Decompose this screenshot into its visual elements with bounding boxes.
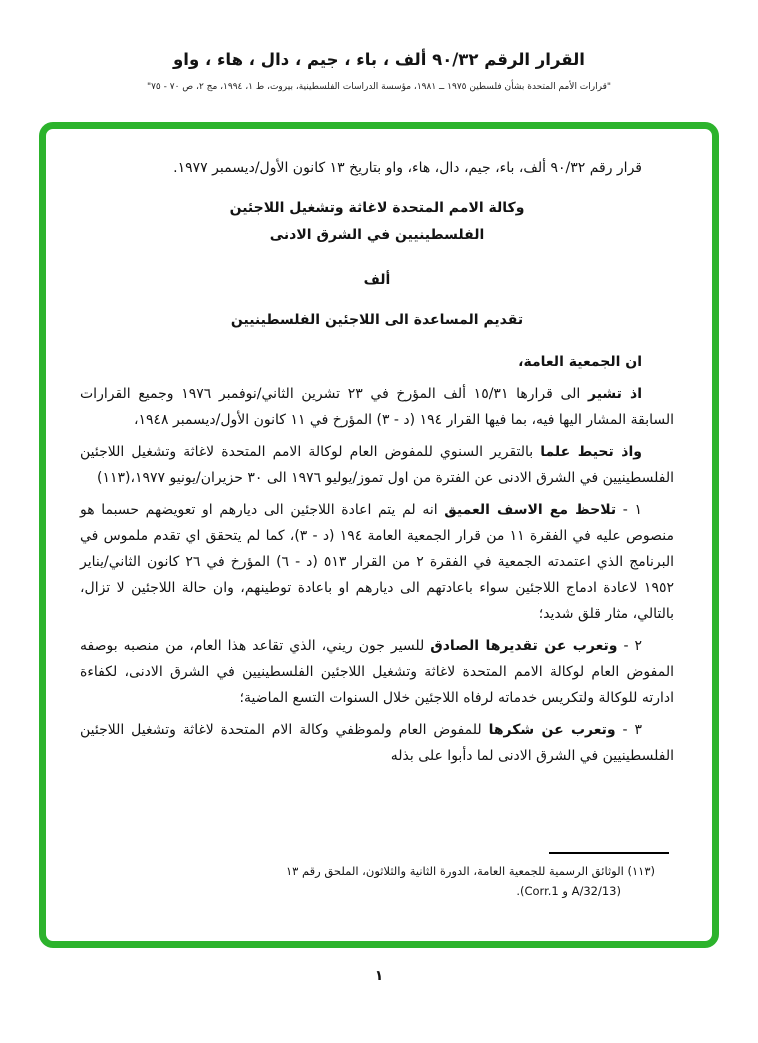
footnote-separator (549, 852, 669, 854)
resolution-intro: قرار رقم ٩٠/٣٢ ألف، باء، جيم، دال، هاء، واو بتاريخ ١٣ كانون الأول/ديسمبر ١٩٧٧. (173, 160, 642, 176)
source-citation: "قرارات الأمم المتحدة بشأن فلسطين ١٩٧٥ ــ ١٩٨١، مؤسسة الدراسات الفلسطينية، بيروت، ط ١، ١٩٩٤، مج ٢، ص ٧٠ - ٧٥" (146, 82, 612, 92)
operative-paragraph-1 (80, 497, 674, 627)
paragraph-text: للسير جون ريني، الذي تقاعد هذا العام، من منصبه بوصفه المفوض العام لوكالة الامم المتحدة لاغاثة وتشغيل اللاجئين الفلسطينيين في الشرق الادنى، لكفاءة ادارته للوكالة ولتكريس خدماته لرفاه اللاجئين خلال السنوات التسع الماضية؛ (80, 638, 674, 706)
page-header (0, 50, 758, 92)
highlight-box (39, 122, 719, 948)
preamble-paragraph-1 (80, 381, 674, 433)
page-number: ١ (374, 968, 384, 984)
footnote-reference: (A/32/13 و Corr.1). (516, 884, 621, 898)
paragraph-lead: وتعرب عن شكرها (488, 722, 616, 738)
paragraph-lead: واذ تحيط علما (540, 444, 642, 460)
resolution-title: القرار الرقم ٩٠/٣٢ ألف ، باء ، جيم ، دال ، هاء ، واو (173, 50, 585, 69)
paragraph-text: بالتقرير السنوي للمفوض العام لوكالة الامم المتحدة لاغاثة وتشغيل اللاجئين الفلسطينيين في الشرق الادنى عن الفترة من اول تموز/يوليو ١٩٧٦ الى ٣٠ حزيران/يونيو ١٩٧٧،(١١٣) (80, 444, 674, 486)
paragraph-lead: اذ تشير (588, 386, 642, 402)
operative-paragraph-2 (80, 633, 674, 711)
agency-heading-line1: وكالة الامم المتحدة لاغاثة وتشغيل اللاجئين (229, 200, 525, 216)
paragraph-text: للمفوض العام ولموظفي وكالة الام المتحدة لاغاثة وتشغيل اللاجئين الفلسطينيين في الشرق الادنى لما دأبوا على بذله (80, 722, 674, 764)
footnote-text: (١١٣) الوثائق الرسمية للجمعية العامة، الدورة الثانية والثلاثون، الملحق رقم ١٣ (285, 864, 655, 878)
paragraph-number: ١ - (622, 502, 643, 518)
operative-paragraph-3 (80, 717, 674, 769)
salutation: ان الجمعية العامة، (518, 354, 642, 370)
paragraph-text: انه لم يتم اعادة اللاجئين الى ديارهم او تعويضهم حسبما هو منصوص عليه في الفقرة ١١ من قرار الجمعية العامة ١٩٤ (د - ٣)، كما لم يتحقق اي تقدم ملموس في البرنامج الذي اعتمدته الجمعية في الفقرة ٢ من القرار ٥١٣ (د - ٦) المؤرخ في ٢٦ كانون الثاني/يناير ١٩٥٢ لاعادة ادماج اللاجئين سواء باعادتهم الى ديارهم او باعادة توطينهم، وان حالة اللاجئين لا تزال، بالتالي، مثار قلق شديد؛ (80, 502, 675, 622)
agency-heading-line2: الفلسطينيين في الشرق الادنى (269, 227, 485, 243)
preamble-paragraph-2 (80, 439, 674, 491)
paragraph-number: ٣ - (622, 722, 642, 738)
document-body (46, 129, 712, 769)
paragraph-lead: تلاحظ مع الاسف العميق (444, 502, 617, 518)
paragraph-text: الى قرارها ١٥/٣١ ألف المؤرخ في ٢٣ تشرين الثاني/نوفمبر ١٩٧٦ وجميع القرارات السابقة المشار اليها فيه، بما فيها القرار ١٩٤ (د - ٣) المؤرخ في ١١ كانون الأول/ديسمبر ١٩٤٨، (80, 386, 674, 428)
section-letter: ألف (363, 272, 391, 288)
paragraph-lead: وتعرب عن تقديرها الصادق (430, 638, 618, 654)
footnote-block (89, 852, 669, 901)
paragraph-number: ٢ - (623, 638, 643, 654)
section-title: تقديم المساعدة الى اللاجئين الفلسطينيين (230, 312, 524, 328)
